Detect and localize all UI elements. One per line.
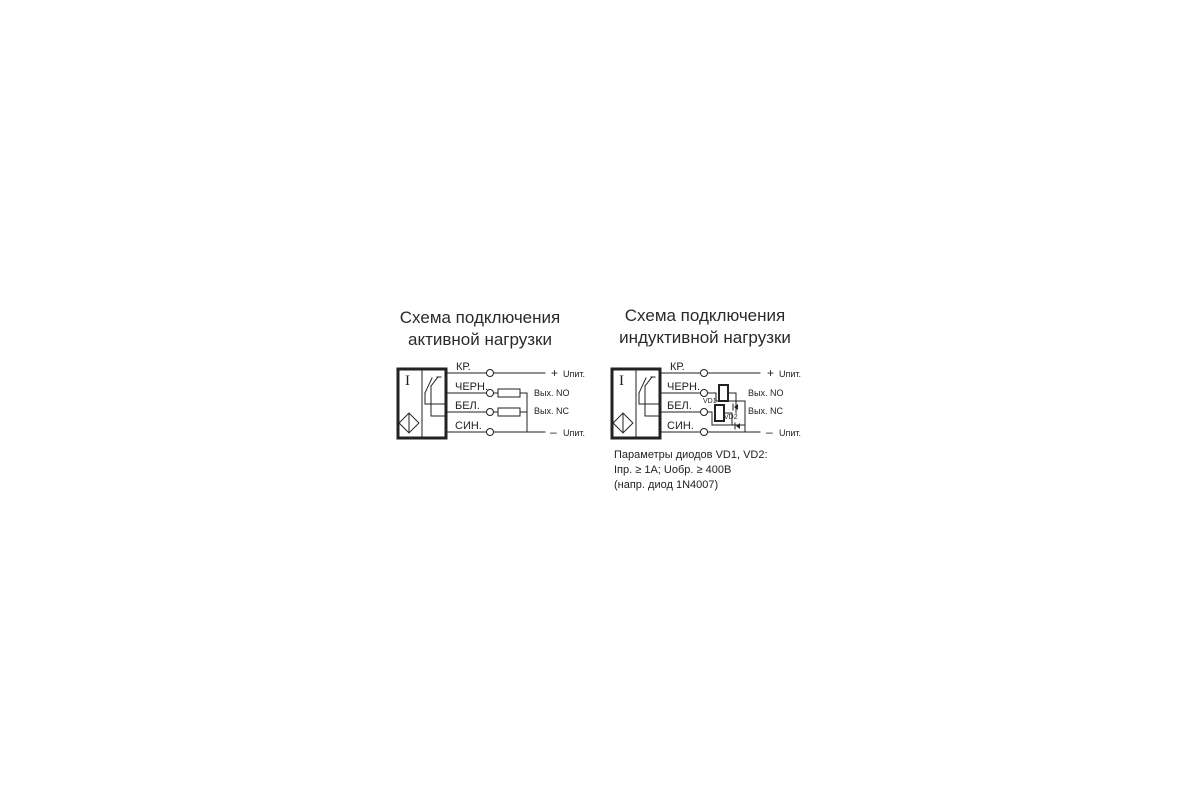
right-title-line1: Схема подключения bbox=[624, 306, 786, 325]
right-wires bbox=[639, 370, 760, 436]
left-supply-plus-label: Uпит. bbox=[563, 369, 586, 379]
right-diode-vd2-label: VD2 bbox=[724, 414, 738, 421]
right-plus-sign: + bbox=[767, 366, 775, 380]
right-diagram-title bbox=[610, 305, 800, 349]
left-output-no-label: Вых. NO bbox=[534, 388, 570, 398]
diode-note-line3: (напр. диод 1N4007) bbox=[614, 479, 719, 491]
right-output-nc-label: Вых. NC bbox=[748, 406, 783, 416]
diode-note-line1: Параметры диодов VD1, VD2: bbox=[614, 449, 768, 461]
right-sensor-symbol: I bbox=[619, 373, 624, 389]
left-supply-minus-label: Uпит. bbox=[563, 428, 586, 438]
right-supply-plus-label: Uпит. bbox=[779, 369, 802, 379]
left-wire-blue-label: СИН. bbox=[455, 420, 482, 432]
diode-parameters-note bbox=[614, 448, 768, 493]
left-title-line1: Схема подключения bbox=[399, 308, 561, 327]
left-output-nc-label: Вых. NC bbox=[534, 406, 569, 416]
left-minus-sign: – bbox=[550, 425, 557, 439]
left-sensor-symbol: I bbox=[405, 373, 410, 389]
left-plus-sign: + bbox=[551, 366, 559, 380]
right-supply-minus-label: Uпит. bbox=[779, 428, 802, 438]
left-wire-black-label: ЧЕРН. bbox=[455, 381, 489, 393]
right-minus-sign: – bbox=[766, 425, 773, 439]
left-wire-brown-label: КР. bbox=[456, 361, 471, 373]
right-wire-blue-label: СИН. bbox=[667, 420, 694, 432]
right-wire-brown-label: КР. bbox=[670, 361, 685, 373]
right-title-line2: индуктивной нагрузки bbox=[619, 328, 791, 347]
left-switch-contacts bbox=[425, 377, 441, 416]
right-wire-black-label: ЧЕРН. bbox=[667, 381, 701, 393]
right-wire-white-label: БЕЛ. bbox=[667, 400, 692, 412]
left-diagram-title bbox=[390, 307, 570, 351]
right-output-no-label: Вых. NO bbox=[748, 388, 784, 398]
left-wires bbox=[425, 370, 545, 436]
right-switch-contacts bbox=[639, 377, 655, 416]
left-wire-white-label: БЕЛ. bbox=[455, 400, 480, 412]
diode-note-line2: Iпр. ≥ 1А; Uобр. ≥ 400В bbox=[614, 464, 732, 476]
right-diode-vd1-label: VD1 bbox=[703, 398, 717, 405]
left-title-line2: активной нагрузки bbox=[408, 330, 552, 349]
